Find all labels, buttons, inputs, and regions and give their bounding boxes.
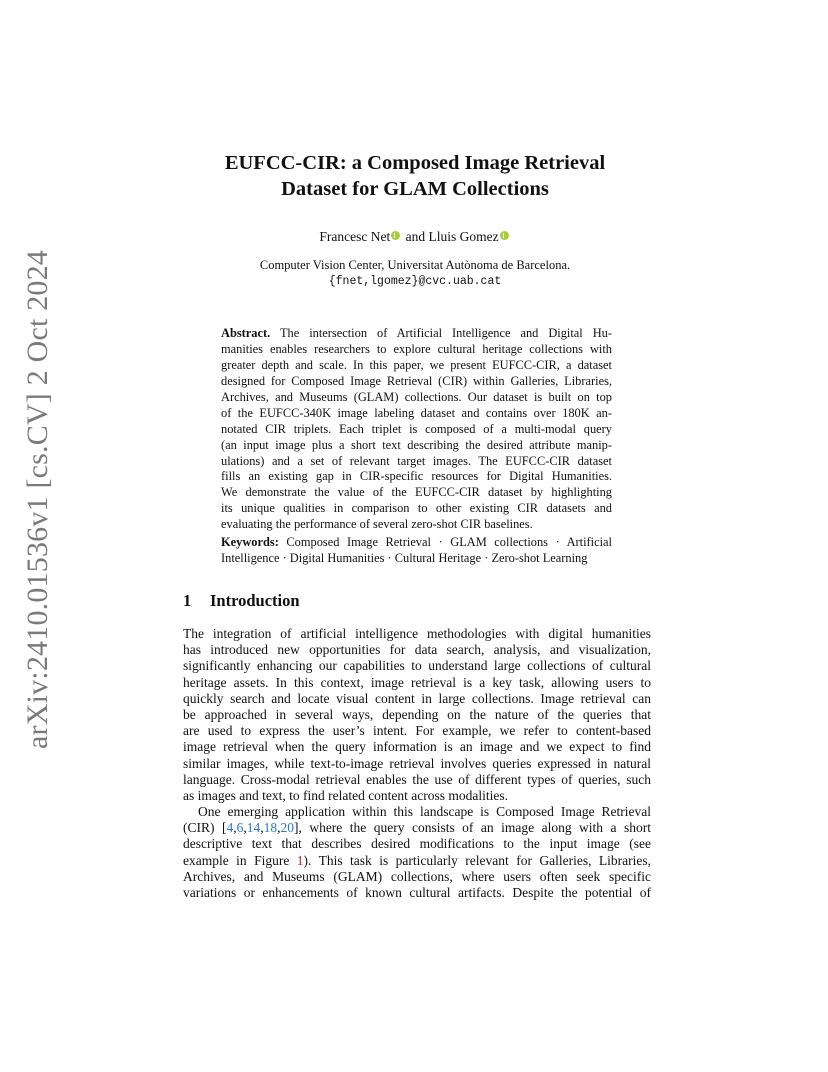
keywords <box>221 535 612 567</box>
citation-link[interactable]: 14 <box>246 820 261 836</box>
abstract-line: Archives, and Museums (GLAM) collections. Our dataset is built on top <box>221 389 612 404</box>
keywords-line <box>221 535 612 551</box>
abstract-line: designed for Composed Image Retrieval (CIR) within Galleries, Libraries, <box>221 373 612 388</box>
body-line: Archives, and Museums (GLAM) collections, where users often seek specific <box>183 868 651 884</box>
institution: Computer Vision Center, Universitat Autònoma de Barcelona. <box>259 258 571 272</box>
body-line: are used to express the user’s intent. For example, we refer to content-based <box>183 723 651 739</box>
section-number: 1 <box>183 591 192 610</box>
body-line: similar images, while text-to-image retrieval involves queries expressed in natural <box>183 755 651 771</box>
body-line <box>183 853 651 869</box>
body-line: variations or enhancements of known cultural artifacts. Despite the potential of <box>183 885 651 900</box>
arxiv-identifier: arXiv:2410.01536v1 [cs.CV] 2 Oct 2024 <box>21 249 54 749</box>
abstract-line: its unique qualities in comparison to other existing CIR datasets and <box>221 501 612 516</box>
abstract-line: (an input image plus a short text describing the desired attribute manip- <box>221 437 612 452</box>
abstract-line: greater depth and scale. In this paper, we present EUFCC-CIR, a dataset <box>221 357 612 372</box>
abstract-line: manities enables researchers to explore cultural heritage collections with <box>221 341 612 356</box>
figure-reference-link[interactable]: 1 <box>296 852 304 868</box>
keywords-label: Keywords: <box>221 535 279 549</box>
orcid-icon[interactable] <box>391 231 400 240</box>
author-name: Francesc Net <box>319 229 391 244</box>
keywords-text: Composed Image Retrieval · GLAM collections · Artificial <box>278 535 612 549</box>
body-line: quickly search and locate visual content in large collections. Image retrieval can <box>183 690 651 706</box>
title-line-1: EUFCC-CIR: a Composed Image Retrieval <box>224 152 606 174</box>
body-line: language. Cross-modal retrieval enables the use of different types of queries, such <box>183 771 651 787</box>
body-line: significantly enhancing our capabilities to understand large collections of cultural <box>183 658 651 674</box>
abstract-line <box>221 326 612 342</box>
abstract-line: We demonstrate the value of the EUFCC-CIR dataset by highlighting <box>221 485 612 500</box>
body-line: image retrieval when the query information is an image and we expect to find <box>183 739 651 755</box>
orcid-icon[interactable] <box>500 231 509 240</box>
citation-link[interactable]: 18 <box>263 820 278 836</box>
body-text <box>183 626 651 901</box>
abstract-label: Abstract. <box>221 326 271 340</box>
body-line: as images and text, to find related content across modalities. <box>183 787 509 803</box>
citation-link[interactable]: 20 <box>280 820 294 836</box>
body-line: be approached in several ways, depending on the nature of the queries that <box>183 706 651 722</box>
body-line: descriptive text that describes desired modifications to the input image (see <box>183 836 651 852</box>
author-conjunction: and <box>402 229 429 244</box>
citation-link[interactable]: 6 <box>236 820 244 836</box>
author-list <box>150 229 680 245</box>
paper-title <box>150 150 680 202</box>
body-line: The integration of artificial intelligence methodologies with digital humanities <box>183 626 651 641</box>
author-email: {fnet,lgomez}@cvc.uab.cat <box>328 274 502 288</box>
abstract-line: notated CIR triplets. Each triplet is composed of a multi-modal query <box>221 421 612 436</box>
citation-link[interactable]: 4 <box>226 820 234 836</box>
section-title: Introduction <box>210 591 300 610</box>
abstract-line: fills an existing gap in CIR-specific resources for Digital Humanities. <box>221 469 612 484</box>
section-heading <box>183 591 300 611</box>
abstract-line: ulations) and a set of relevant target images. The EUFCC-CIR dataset <box>221 453 612 468</box>
body-line: has introduced new opportunities for data search, analysis, and visualization, <box>183 642 651 658</box>
text-run: ], where the query consists of an image along with a short <box>293 820 651 836</box>
text-run: example in Figure <box>183 852 297 868</box>
body-line: heritage assets. In this context, image retrieval is a key task, allowing users to <box>183 674 651 690</box>
abstract-line: evaluating the performance of several zero-shot CIR baselines. <box>221 517 533 532</box>
keywords-line: Intelligence · Digital Humanities · Cultural Heritage · Zero-shot Learning <box>221 550 588 565</box>
body-line: (CIR) [4,6,14,18,20], where the query consists of an image along with a short <box>183 820 651 836</box>
abstract-line: of the EUFCC-340K image labeling dataset and contains over 180K an- <box>221 405 612 420</box>
abstract <box>221 326 612 533</box>
text-run: (CIR) [ <box>183 820 227 836</box>
text-run: ). This task is particularly relevant for Galleries, Libraries, <box>303 852 652 868</box>
title-line-2: Dataset for GLAM Collections <box>281 178 549 200</box>
affiliation <box>150 258 680 289</box>
author-name: Lluis Gomez <box>428 229 499 244</box>
abstract-text: The intersection of Artificial Intelligence and Digital Hu- <box>270 326 612 340</box>
body-line: One emerging application within this landscape is Composed Image Retrieval <box>198 804 651 820</box>
